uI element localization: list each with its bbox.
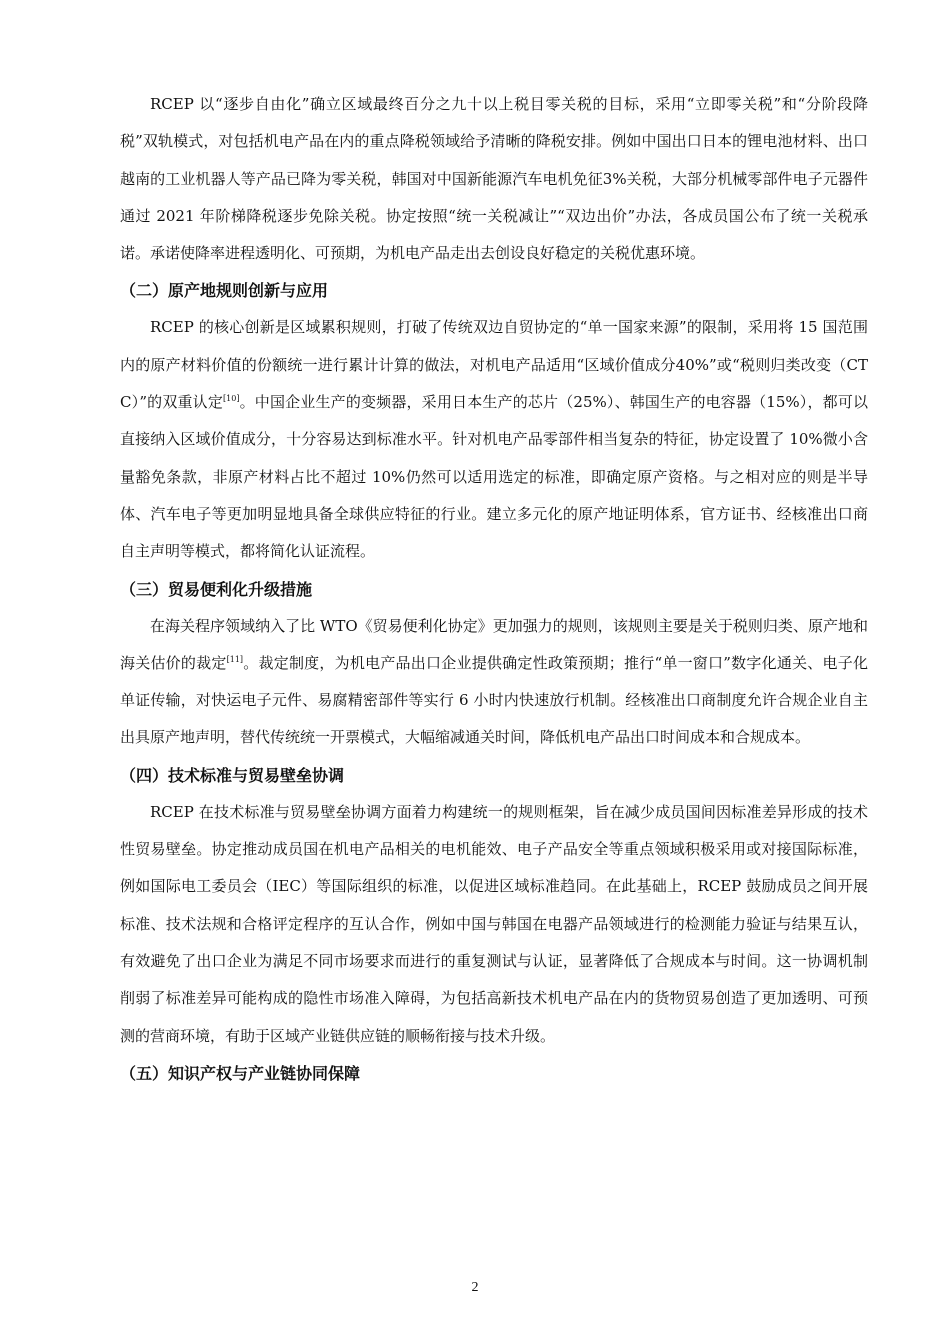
section-heading: （五）知识产权与产业链协同保障 [120,1063,361,1083]
paragraph-text: RCEP 在技术标准与贸易壁垒协调方面着力构建统一的规则框架，旨在减少成员国间因标准差异形成的技术性贸易壁垒。协定推动成员国在机电产品相关的电机能效、电子产品安全等重点领域积极采用或对接国际标准，例如国际电工委员会（IEC）等国际组织的标准，以促进区域标准趋同。在此基础上，RCEP 鼓励成员之间开展标准、技术法规和合格评定程序的互认合作，例如中国与韩国在电器产品领域进行的检测能力验证与结果互认，有效避免了出口企业为满足不同市场要求而进行的重复测试与认证，显著降低了合规成本与时间。这一协调机制削弱了标准差异可能构成的隐性市场准入障碍，为包括高新技术机电产品在内的货物贸易创造了更加透明、可预测的营商环境，有助于区域产业链供应链的顺畅衔接与技术升级。 [120,802,868,1045]
body-paragraph [120,309,868,570]
paragraph-text: 。中国企业生产的变频器，采用日本生产的芯片（25%）、韩国生产的电容器（15%），都可以直接纳入区域价值成分，十分容易达到标准水平。针对机电产品零部件相当复杂的特征，协定设置了 10%微小含量豁免条款，非原产材料占比不超过 10%仍然可以适用选定的标准，即确定原产资格。与之相对应的则是半导体、汽车电子等更加明显地具备全球供应特征的行业。建立多元化的原产地证明体系，官方证书、经核准出口商自主声明等模式，都将简化认证流程。 [120,393,868,561]
paragraph-text: 在海关程序领域纳入了比 WTO《贸易便利化协定》更加强力的规则，该规则主要是关于税则归类、原产地和海关估价的裁定 [120,616,868,672]
section-heading: （三）贸易便利化升级措施 [120,579,313,599]
section-heading: （四）技术标准与贸易壁垒协调 [120,765,345,785]
section-heading: （二）原产地规则创新与应用 [120,281,329,301]
citation-reference: [11] [226,654,244,664]
body-paragraph [120,86,868,272]
paragraph-text: 。裁定制度，为机电产品出口企业提供确定性政策预期；推行“单一窗口”数字化通关、电子化单证传输，对快运电子元件、易腐精密部件等实行 6 小时内快速放行机制。经核准出口商制度允许合规企业自主出具原产地声明，替代传统统一开票模式，大幅缩减通关时间，降低机电产品出口时间成本和合规成本。 [120,653,868,747]
body-paragraph [120,608,868,757]
body-paragraph [120,794,868,1055]
paragraph-text: RCEP 以“逐步自由化”确立区域最终百分之九十以上税目零关税的目标，采用“立即零关税”和“分阶段降税”双轨模式，对包括机电产品在内的重点降税领域给予清晰的降税安排。例如中国出口日本的锂电池材料、出口越南的工业机器人等产品已降为零关税，韩国对中国新能源汽车电机免征3%关税，大部分机械零部件电子元器件通过 2021 年阶梯降税逐步免除关税。协定按照“统一关税减让”“双边出价”办法，各成员国公布了统一关税承诺。承诺使降率进程透明化、可预期，为机电产品走出去创设良好稳定的关税优惠环境。 [120,95,868,263]
paragraph-text: RCEP 的核心创新是区域累积规则，打破了传统双边自贸协定的“单一国家来源”的限制，采用将 15 国范围内的原产材料价值的份额统一进行累计计算的做法，对机电产品适用“区域价值成分40%”或“税则归类改变（CTC）”的双重认定 [120,318,868,412]
document-body [120,86,868,1092]
page-number: 2 [471,1280,479,1295]
citation-reference: [10] [223,394,240,404]
